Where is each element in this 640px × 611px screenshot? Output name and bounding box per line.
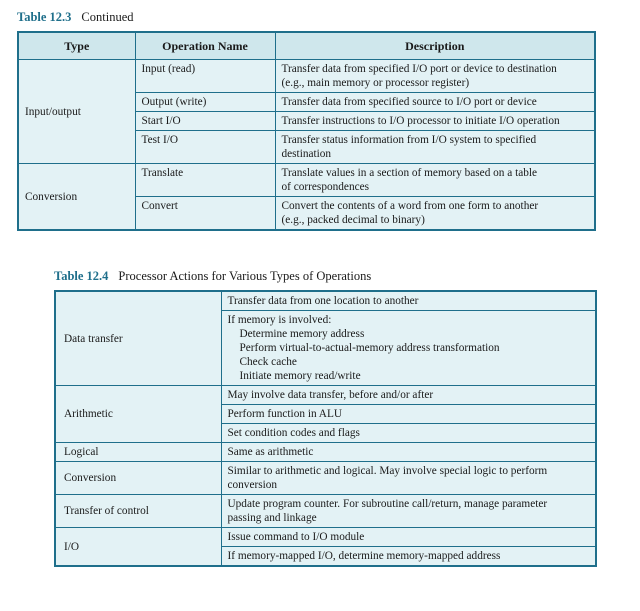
- table2-action-cell: [221, 424, 596, 443]
- table2-action-cell: [221, 405, 596, 424]
- action-subline: Initiate memory read/write: [239, 370, 361, 382]
- table1-operation-cell: Start I/O: [135, 112, 275, 131]
- table1-header-row: [18, 32, 595, 60]
- table1-operation-cell: Input (read): [135, 60, 275, 93]
- table2-row: [55, 386, 596, 405]
- table2-type-cell: Transfer of control: [55, 495, 221, 528]
- table2-number: Table 12.4: [54, 269, 109, 283]
- action-line: Update program counter. For subroutine call/return, manage parameter: [227, 498, 548, 510]
- table1-title: Continued: [81, 10, 134, 24]
- table1-description-cell: [275, 93, 595, 112]
- table2-row: [55, 291, 596, 311]
- table2: [54, 290, 597, 567]
- table1-body: [18, 60, 595, 231]
- action-subline: Determine memory address: [239, 328, 365, 340]
- table2-action-cell: [221, 443, 596, 462]
- table1-row: [18, 60, 595, 93]
- table1-type-cell: Conversion: [18, 164, 135, 231]
- table1: [17, 31, 596, 231]
- description-line: Translate values in a section of memory based on a table: [281, 167, 538, 179]
- description-line: Transfer data from specified I/O port or device to destination: [281, 63, 557, 75]
- action-line: Similar to arithmetic and logical. May involve special logic to perform: [227, 465, 548, 477]
- table1-operation-cell: Output (write): [135, 93, 275, 112]
- table2-type-cell: I/O: [55, 528, 221, 567]
- action-line: Perform function in ALU: [227, 408, 343, 420]
- table2-action-cell: [221, 291, 596, 311]
- action-subline: Perform virtual-to-actual-memory address transformation: [239, 342, 500, 354]
- action-line: If memory-mapped I/O, determine memory-mapped address: [227, 550, 501, 562]
- action-line: Set condition codes and flags: [227, 427, 360, 439]
- table1-operation-cell: Convert: [135, 197, 275, 231]
- table1-header-type: Type: [18, 32, 135, 60]
- table2-row: [55, 495, 596, 528]
- table1-operation-cell: Translate: [135, 164, 275, 197]
- table2-type-cell: Arithmetic: [55, 386, 221, 443]
- description-line: Transfer instructions to I/O processor to initiate I/O operation: [281, 115, 560, 127]
- table2-action-cell: [221, 547, 596, 567]
- table2-row: [55, 443, 596, 462]
- table1-header-description: Description: [275, 32, 595, 60]
- description-line: Transfer data from specified source to I/O port or device: [281, 96, 537, 108]
- table2-action-cell: [221, 528, 596, 547]
- action-line: conversion: [227, 479, 278, 491]
- description-line: Transfer status information from I/O system to specified: [281, 134, 537, 146]
- table2-type-cell: Logical: [55, 443, 221, 462]
- table2-row: [55, 528, 596, 547]
- action-line: Transfer data from one location to another: [227, 295, 419, 307]
- table2-action-cell: [221, 462, 596, 495]
- table2-type-cell: Data transfer: [55, 291, 221, 386]
- table2-action-cell: [221, 386, 596, 405]
- description-line: (e.g., main memory or processor register): [281, 77, 470, 89]
- table1-type-cell: Input/output: [18, 60, 135, 164]
- action-line: Same as arithmetic: [227, 446, 314, 458]
- action-line: passing and linkage: [227, 512, 317, 524]
- table1-header-operation: Operation Name: [135, 32, 275, 60]
- table1-description-cell: [275, 60, 595, 93]
- table2-type-cell: Conversion: [55, 462, 221, 495]
- action-subline: Check cache: [239, 356, 297, 368]
- action-line: If memory is involved:: [227, 314, 332, 326]
- table2-row: [55, 462, 596, 495]
- description-line: (e.g., packed decimal to binary): [281, 214, 425, 226]
- table2-title: Processor Actions for Various Types of Operations: [118, 269, 372, 283]
- description-line: Convert the contents of a word from one form to another: [281, 200, 539, 212]
- table2-action-cell: [221, 311, 596, 386]
- table1-description-cell: [275, 197, 595, 231]
- table1-description-cell: [275, 164, 595, 197]
- description-line: of correspondences: [281, 181, 370, 193]
- table1-description-cell: [275, 112, 595, 131]
- table2-caption: [54, 269, 371, 284]
- table2-action-cell: [221, 495, 596, 528]
- table2-body: [55, 291, 596, 566]
- table1-number: Table 12.3: [17, 10, 72, 24]
- table1-description-cell: [275, 131, 595, 164]
- table1-caption: [17, 10, 134, 25]
- table1-row: [18, 164, 595, 197]
- description-line: destination: [281, 148, 332, 160]
- action-line: Issue command to I/O module: [227, 531, 365, 543]
- table1-operation-cell: Test I/O: [135, 131, 275, 164]
- action-line: May involve data transfer, before and/or after: [227, 389, 434, 401]
